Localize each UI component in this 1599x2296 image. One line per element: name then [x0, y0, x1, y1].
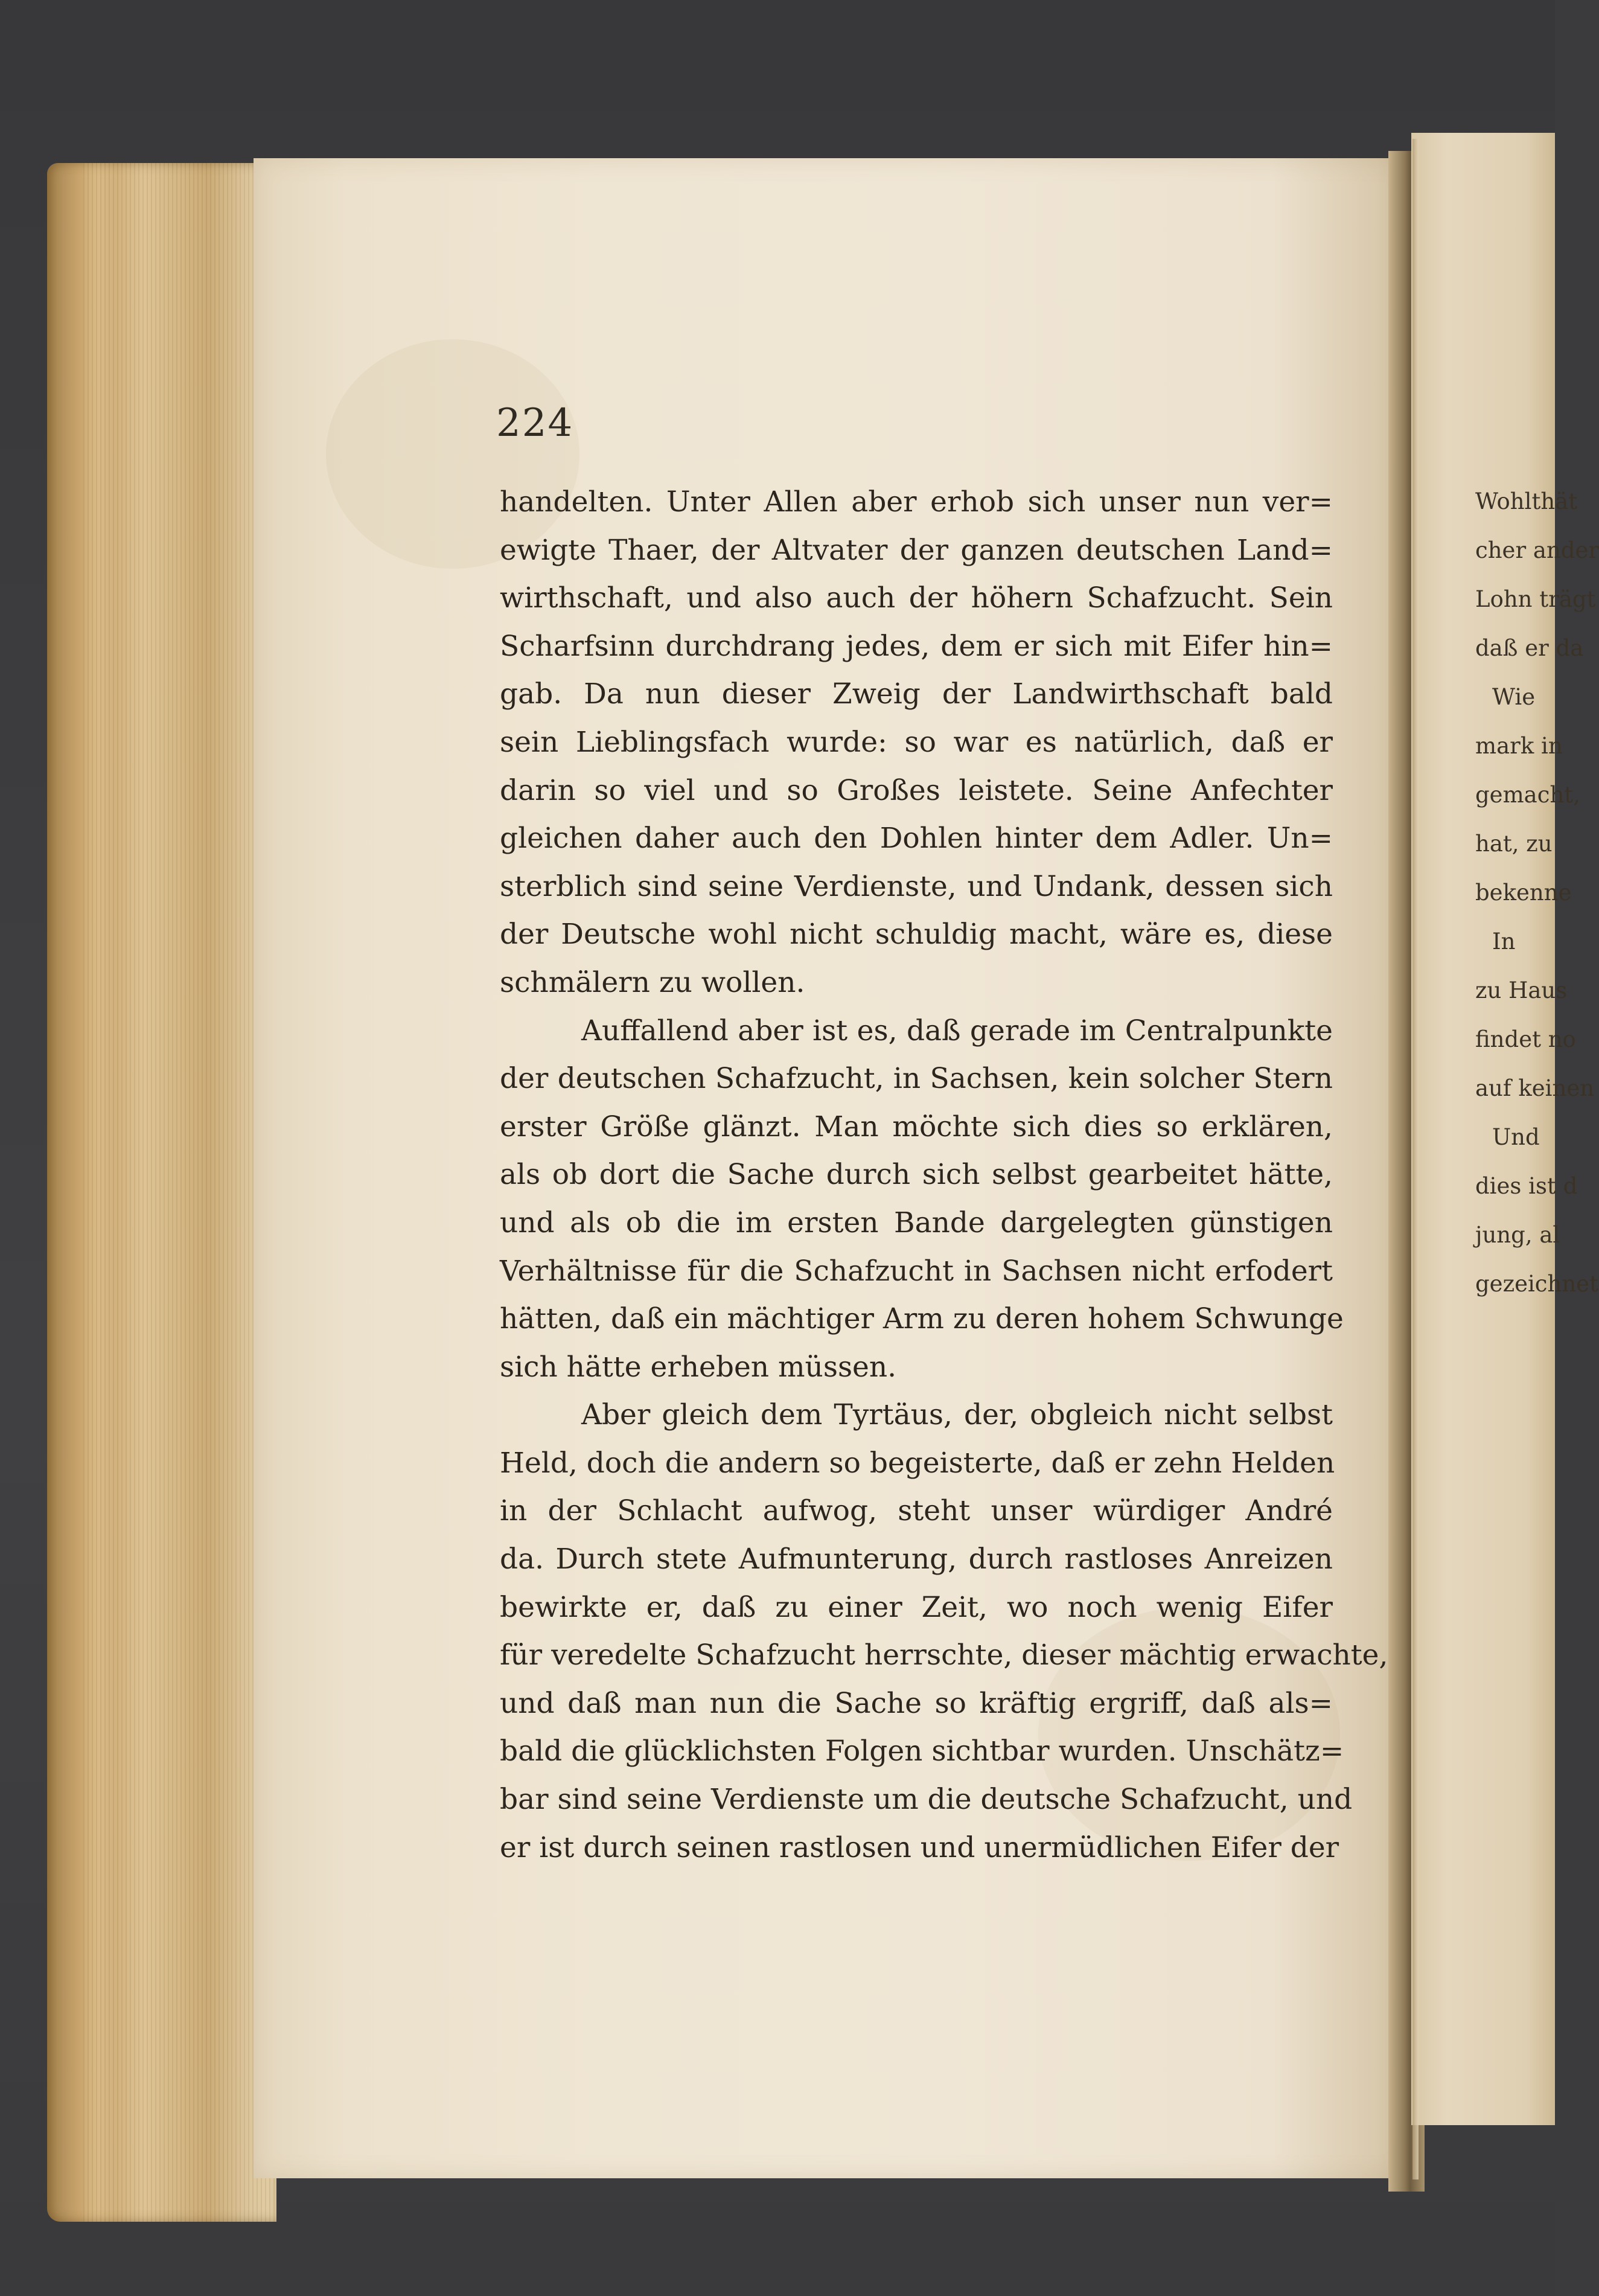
facing-text-line: gemacht,	[1475, 782, 1580, 808]
text-line: darin so viel und so Großes leistete. Seine Anfechter	[500, 773, 1333, 807]
text-line: wirthschaft, und also auch der höhern Schafzucht. Sein	[500, 581, 1333, 615]
text-line: sich hätte erheben müssen.	[500, 1350, 897, 1384]
facing-text-line: jung, al	[1475, 1222, 1560, 1248]
facing-text-line: gezeichnet	[1475, 1271, 1598, 1297]
text-line: Scharfsinn durchdrang jedes, dem er sich mit Eifer hin=	[500, 629, 1333, 663]
facing-text-line: Wohlthät	[1475, 488, 1578, 514]
facing-text-line: In	[1492, 929, 1516, 955]
text-line: hätten, daß ein mächtiger Arm zu deren hohem Schwunge	[500, 1302, 1344, 1336]
text-line: Aber gleich dem Tyrtäus, der, obgleich nicht selbst	[581, 1398, 1333, 1432]
page-stack-edge	[47, 163, 276, 2222]
text-line: und daß man nun die Sache so kräftig ergriff, daß als=	[500, 1686, 1333, 1720]
facing-text-line: Und	[1492, 1124, 1540, 1150]
facing-page-text	[1475, 477, 1599, 1308]
text-line: für veredelte Schafzucht herrschte, dieser mächtig erwachte,	[500, 1639, 1388, 1672]
text-line: in der Schlacht aufwog, steht unser würdiger André	[500, 1494, 1333, 1528]
facing-text-line: Lohn trägt	[1475, 586, 1596, 612]
facing-text-line: bekenne	[1475, 880, 1572, 906]
facing-text-line: hat, zu	[1475, 831, 1553, 857]
page-number: 224	[496, 401, 574, 446]
text-line: sein Lieblingsfach wurde: so war es natürlich, daß er	[500, 725, 1333, 759]
text-line: er ist durch seinen rastlosen und unermüdlichen Eifer der	[500, 1831, 1339, 1864]
text-line: Verhältnisse für die Schafzucht in Sachsen nicht erfodert	[500, 1254, 1333, 1288]
text-line: als ob dort die Sache durch sich selbst gearbeitet hätte,	[500, 1158, 1333, 1192]
text-line: gab. Da nun dieser Zweig der Landwirthschaft bald	[500, 677, 1333, 711]
text-line: ewigte Thaer, der Altvater der ganzen deutschen Land=	[500, 533, 1333, 567]
text-line: Auffallend aber ist es, daß gerade im Centralpunkte	[581, 1014, 1333, 1047]
text-line: da. Durch stete Aufmunterung, durch rastloses Anreizen	[500, 1543, 1333, 1576]
facing-text-line: auf keinen	[1475, 1075, 1595, 1101]
text-line: bar sind seine Verdienste um die deutsche Schafzucht, und	[500, 1783, 1353, 1817]
facing-text-line: cher ander	[1475, 537, 1599, 563]
facing-text-line: daß er da	[1475, 635, 1584, 661]
text-line: der Deutsche wohl nicht schuldig macht, wäre es, diese	[500, 918, 1333, 951]
facing-text-line: dies ist d	[1475, 1173, 1578, 1199]
text-line: schmälern zu wollen.	[500, 965, 805, 999]
text-line: handelten. Unter Allen aber erhob sich unser nun ver=	[500, 485, 1333, 519]
text-line: und als ob die im ersten Bande dargelegten günstigen	[500, 1206, 1333, 1239]
facing-text-line: findet no	[1475, 1026, 1576, 1052]
facing-text-line: Wie	[1492, 684, 1536, 710]
text-line: bald die glücklichsten Folgen sichtbar wurden. Unschätz=	[500, 1735, 1344, 1768]
facing-text-line: mark in	[1475, 733, 1563, 759]
text-line: der deutschen Schafzucht, in Sachsen, kein solcher Stern	[500, 1062, 1333, 1096]
facing-page-edge	[1412, 139, 1419, 2179]
page-body-text	[500, 478, 1388, 1872]
text-line: erster Größe glänzt. Man möchte sich dies so erklären,	[500, 1110, 1333, 1143]
facing-text-line: zu Haus	[1475, 977, 1568, 1003]
text-line: Held, doch die andern so begeisterte, daß er zehn Helden	[500, 1446, 1335, 1480]
text-line: bewirkte er, daß zu einer Zeit, wo noch wenig Eifer	[500, 1590, 1333, 1624]
text-line: sterblich sind seine Verdienste, und Undank, dessen sich	[500, 869, 1333, 903]
text-line: gleichen daher auch den Dohlen hinter dem Adler. Un=	[500, 822, 1333, 855]
